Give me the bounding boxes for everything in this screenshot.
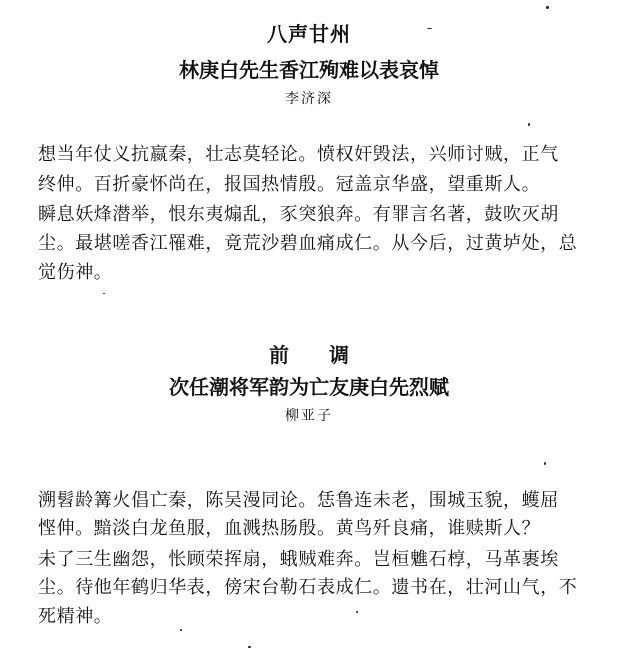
scan-speck xyxy=(546,6,549,9)
poem2-line: 悭伸。黯淡白龙鱼服，血溅热肠殷。黄鸟歼良痛，谁赎斯人？ xyxy=(38,518,541,539)
scan-speck xyxy=(528,123,530,126)
scan-speck xyxy=(180,629,182,631)
scan-speck xyxy=(427,28,432,29)
poem1-line: 瞬息妖烽潜举，恨东夷煽乱，豕突狼奔。有罪言名著，鼓吹灭胡 xyxy=(38,204,559,225)
scan-speck xyxy=(544,462,546,465)
poem1-subtitle: 林庚白先生香江殉难以表哀悼 xyxy=(179,58,439,82)
poem1-line: 终伸。百折豪怀尚在，报国热情殷。冠盖京华盛，望重斯人。 xyxy=(38,174,541,195)
poem1-author: 李济深 xyxy=(285,91,333,107)
poem1-line: 想当年仗义抗嬴秦，壮志莫轻论。愤权奸毁法，兴师讨贼，正气 xyxy=(38,144,559,165)
poem2-tune-title: 前 调 xyxy=(269,343,349,367)
poem1-line: 觉伤神。 xyxy=(38,262,113,283)
poem2-line: 未了三生幽怨，怅顾荣挥扇，蛾贼难奔。岂桓魋石椁，马革裹埃 xyxy=(38,549,559,570)
poem2-subtitle: 次任潮将军韵为亡友庚白先烈赋 xyxy=(169,375,449,399)
poem2-line: 尘。待他年鹤归华表，傍宋台勒石表成仁。遗书在，壮河山气，不 xyxy=(38,577,578,598)
scan-speck xyxy=(248,646,251,648)
scan-speck xyxy=(103,293,105,294)
scan-speck xyxy=(356,611,358,613)
poem1-tune-title: 八声甘州 xyxy=(267,22,351,46)
poem1-line: 尘。最堪嗟香江罹难，竟荒沙碧血痛成仁。从今后，过黄垆处，总 xyxy=(38,233,578,254)
poem2-line: 死精神。 xyxy=(38,606,113,627)
poem2-author: 柳亚子 xyxy=(285,408,333,424)
poem2-line: 溯髫龄篝火倡亡秦，陈吴漫同论。恁鲁连未老，围城玉貌，蠖屈 xyxy=(38,490,559,511)
